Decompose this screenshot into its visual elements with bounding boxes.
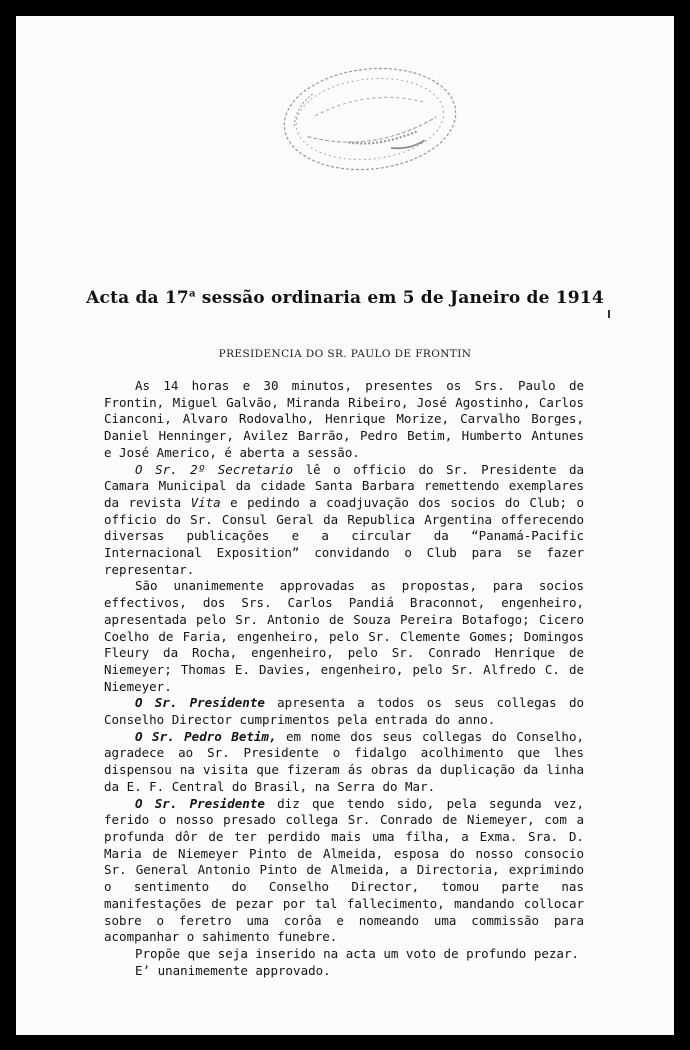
paragraph-president-greeting	[104, 695, 584, 728]
paragraph-text: Propõe que seja inserido na acta um voto de profundo pezar.	[135, 945, 580, 961]
paragraph-lead: O Sr. Presidente	[135, 795, 265, 811]
paragraph-lead: O Sr. 2º Secretario	[135, 461, 294, 477]
document-subtitle: PRESIDENCIA DO SR. PAULO DE FRONTIN	[218, 348, 472, 360]
paragraph-text: diz que tendo sido, pela segunda vez, ferido o nosso presado collega Sr. Conrado de Niemeyer, com a profunda dôr de ter perdido mais uma filha, a Exma. Sra. D. Maria de Niemeyer Pinto de Almeida, esposa do nosso consocio Sr. General Antonio Pinto de Almeida, a Directoria, exprimindo o sentimento do Conselho Director, tomou parte nas manifestações de pezar por tal fallecimento, mandando collocar sobre o feretro uma corôa e nomeando uma commissão para acompanhar o sahimento funebre.	[104, 795, 584, 945]
paragraph-text: em nome dos seus collegas do Conselho, agradece ao Sr. Presidente o fidalgo acolhimento que lhes dispensou na visita que fizeram ás obras da duplicação da linha da E. F. Central do Brasil, na Serra do Mar.	[104, 728, 585, 794]
title-superscript: a	[188, 288, 196, 300]
margin-tick-mark	[608, 310, 610, 318]
title-suffix: sessão ordinaria em 5 de Janeiro de 1914	[195, 288, 604, 308]
paragraph-italic-word: Vita	[190, 494, 221, 510]
paragraph-proposals	[104, 578, 584, 695]
paragraph-pedro-betim	[104, 729, 584, 796]
paragraph-text: apresenta a todos os seus collegas do Conselho Director cumprimentos pela entrada do anno.	[104, 695, 584, 728]
paragraph-text: E’ unanimemente approvado.	[135, 962, 331, 978]
paragraph-condolences	[104, 796, 584, 946]
paragraph-lead: O Sr. Presidente	[135, 695, 265, 711]
paragraph-lead: O Sr. Pedro Betim,	[135, 728, 277, 744]
paragraph-approval	[104, 963, 584, 980]
paragraph-text: lê o officio do Sr. Presidente da Camara Municipal da cidade Santa Barbara remettendo exemplares da revista	[104, 461, 584, 510]
title-prefix: Acta da 17	[86, 288, 189, 308]
paragraph-opening	[104, 378, 584, 462]
paragraph-text: e pedindo a coadjuvação dos socios do Club; o officio do Sr. Consul Geral da Republica Argentina offerecendo diversas publicações e a circular da “Panamá-Pacific Internacional Exposition” convidando o Club para se fazer representar.	[104, 494, 584, 577]
document-title	[16, 288, 674, 308]
library-stamp-icon	[276, 58, 464, 180]
paragraph-secretary	[104, 462, 584, 579]
paragraph-motion	[104, 946, 584, 963]
document-page	[16, 16, 674, 1035]
minutes-body	[104, 378, 584, 979]
paragraph-text: São unanimemente approvadas as propostas, para socios effectivos, dos Srs. Carlos Pandiá Braconnot, engenheiro, apresentada pelo Sr. Antonio de Souza Pereira Botafogo; Cicero Coelho de Faria, engenheiro, pelo Sr. Clemente Gomes; Domingos Fleury da Rocha, engenheiro, pelo Sr. Conrado Henrique de Niemeyer; Thomas E. Davies, engenheiro, pelo Sr. Alfredo C. de Niemeyer.	[104, 578, 584, 694]
paragraph-text: As 14 horas e 30 minutos, presentes os Srs. Paulo de Frontin, Miguel Galvão, Miranda Ribeiro, José Agostinho, Carlos Cianconi, Alvaro Rodovalho, Henrique Morize, Carvalho Borges, Daniel Henninger, Avilez Barrão, Pedro Betim, Humberto Antunes e José Americo, é aberta a sessão.	[104, 378, 584, 460]
